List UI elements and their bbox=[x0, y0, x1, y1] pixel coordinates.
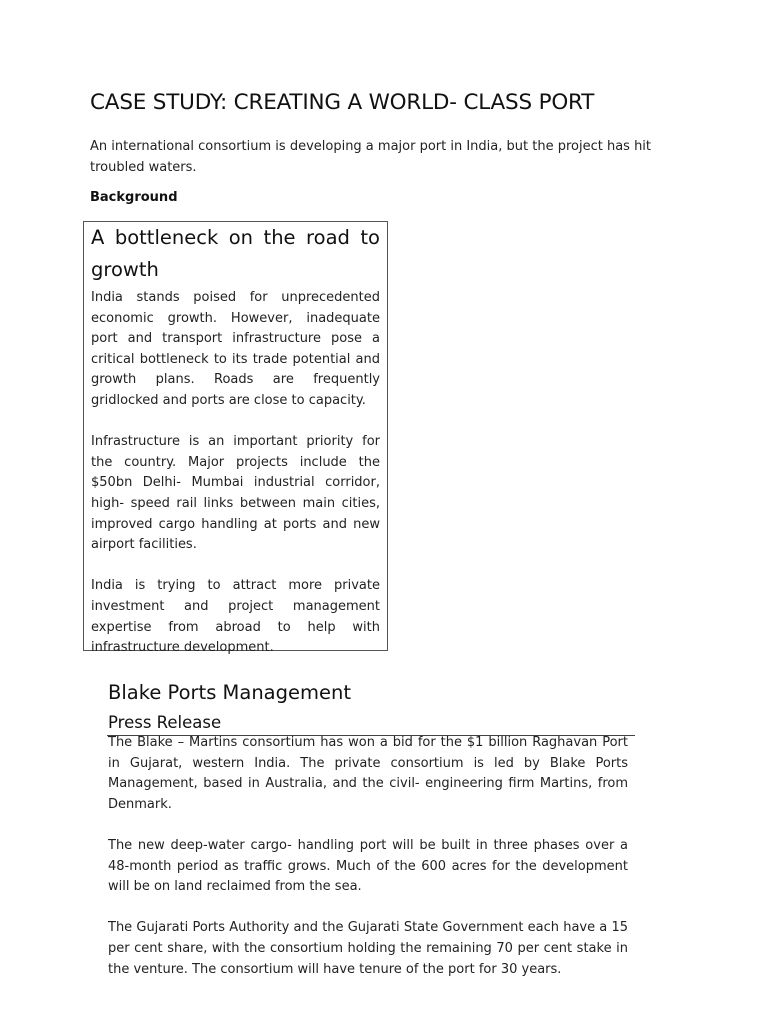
press-release-paragraph: The new deep-water cargo- handling port will be built in three phases over a 48-month period as traffic grows. Much of the 600 acres for the development will be on land reclaimed from the sea. bbox=[108, 837, 628, 895]
box-title: A bottleneck on the road to growth bbox=[91, 226, 380, 281]
company-heading: Blake Ports Management bbox=[108, 681, 352, 704]
press-release-paragraph: The Gujarati Ports Authority and the Gujarati State Government each have a 15 per cent share, with the consortium holding the remaining 70 per cent stake in the venture. The consortium will have tenure of the port for 30 years. bbox=[108, 920, 628, 977]
background-heading: Background bbox=[90, 190, 178, 205]
page-title: CASE STUDY: CREATING A WORLD- CLASS PORT bbox=[90, 90, 595, 115]
press-release-heading: Press Release bbox=[108, 713, 222, 732]
box-paragraph: Infrastructure is an important priority for the country. Major projects include the $50bn Delhi- Mumbai industrial corridor, high- speed rail links between main cities, improved cargo handling at ports and new airport facilities. bbox=[91, 434, 380, 553]
background-box bbox=[83, 221, 388, 656]
box-paragraph: India is trying to attract more private investment and project management expertise from abroad to help with infrastructure development. bbox=[91, 578, 380, 656]
box-paragraph: India stands poised for unprecedented economic growth. However, inadequate port and transport infrastructure pose a critical bottleneck to its trade potential and growth plans. Roads are frequently gridlocked and ports are close to capacity. bbox=[91, 290, 380, 408]
press-release-paragraph: The Blake – Martins consortium has won a bid for the $1 billion Raghavan Port in Gujarat, western India. The private consortium is led by Blake Ports Management, based in Australia, and the civil- engineering firm Martins, from Denmark. bbox=[108, 735, 628, 812]
intro-paragraph: An international consortium is developing a major port in India, but the project has hit troubled waters. bbox=[90, 139, 652, 175]
press-release-body bbox=[108, 733, 628, 980]
